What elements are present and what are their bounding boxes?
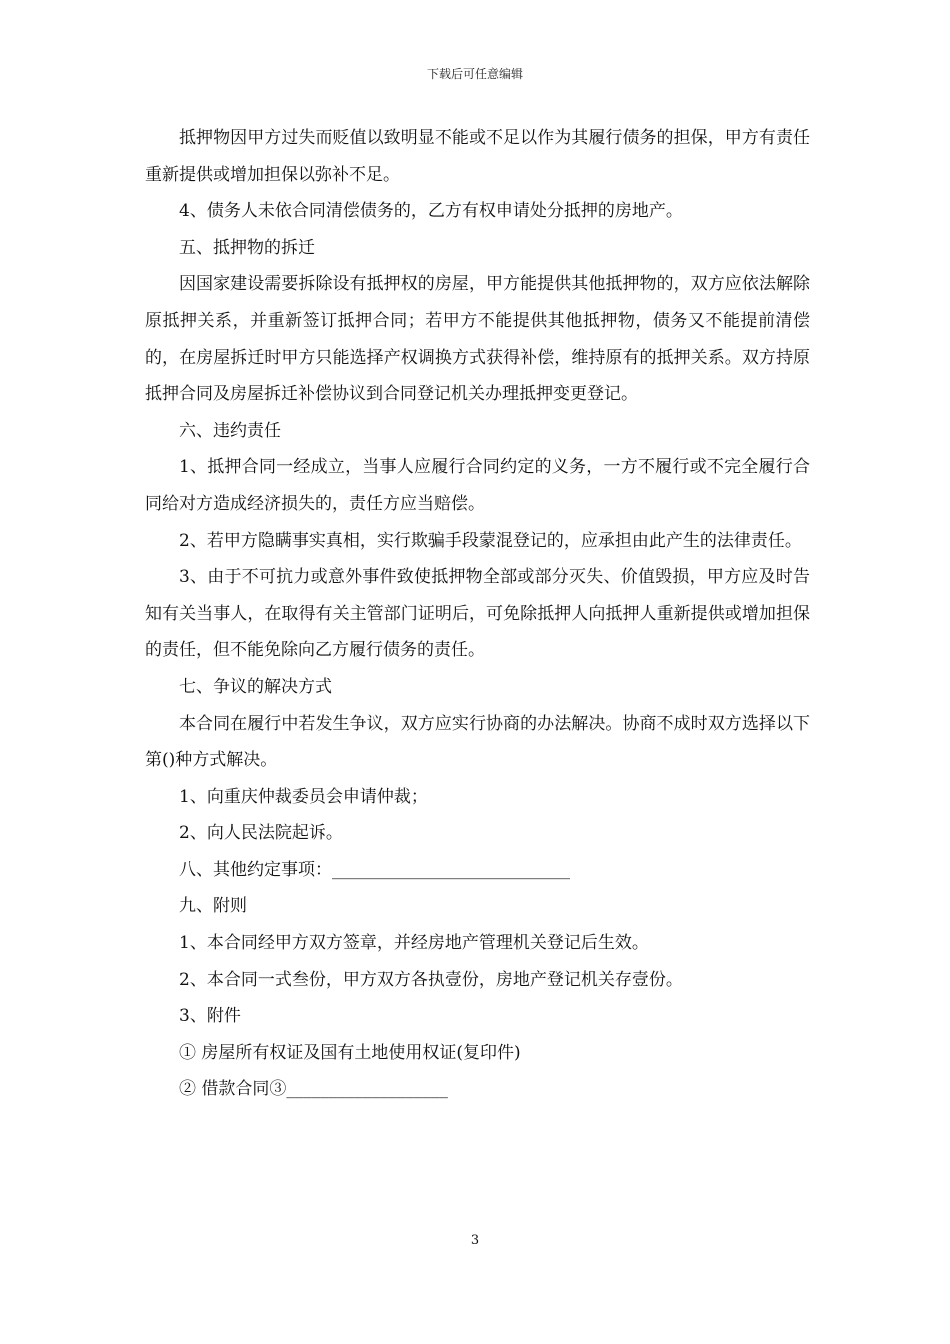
section-heading: 六、违约责任 (179, 420, 281, 441)
paragraph: 因国家建设需要拆除设有抵押权的房屋，甲方能提供其他抵押物的，双方应依法解除原抵押关系，并重新签订抵押合同；若甲方不能提供其他抵押物，债务又不能提前清偿的，在房屋拆迁时甲方只能选择产权调换方式获得补偿，维持原有的抵押关系。双方持原抵押合同及房屋拆迁补偿协议到合同登记机关办理抵押变更登记。 (145, 274, 810, 405)
section-heading: 七、争议的解决方式 (179, 676, 332, 697)
paragraph: 4、债务人未依合同清偿债务的，乙方有权申请处分抵押的房地产。 (179, 201, 683, 222)
attachment-item: ① 房屋所有权证及国有土地使用权证(复印件) (179, 1042, 521, 1063)
page-number: 3 (470, 1233, 480, 1248)
section-heading: 五、抵押物的拆迁 (179, 237, 315, 258)
document-body (145, 120, 810, 1108)
paragraph: 1、抵押合同一经成立，当事人应履行合同约定的义务，一方不履行或不完全履行合同给对方造成经济损失的，责任方应当赔偿。 (145, 457, 810, 514)
attachment-item: ② 借款合同③___________________ (179, 1079, 448, 1100)
list-item: 3、附件 (179, 1006, 241, 1027)
paragraph: 本合同在履行中若发生争议，双方应实行协商的办法解决。协商不成时双方选择以下第()种方式解决。 (145, 713, 810, 771)
list-item: 1、向重庆仲裁委员会申请仲裁； (179, 786, 428, 807)
list-item: 1、本合同经甲方双方签章，并经房地产管理机关登记后生效。 (179, 933, 649, 954)
section-heading: 九、附则 (179, 896, 247, 917)
list-item: 2、本合同一式叁份，甲方双方各执壹份，房地产登记机关存壹份。 (179, 969, 683, 990)
paragraph: 抵押物因甲方过失而贬值以致明显不能或不足以作为其履行债务的担保，甲方有责任重新提供或增加担保以弥补不足。 (145, 128, 810, 185)
paragraph: 3、由于不可抗力或意外事件致使抵押物全部或部分灭失、价值毁损，甲方应及时告知有关当事人，在取得有关主管部门证明后，可免除抵押人向抵押人重新提供或增加担保的责任，但不能免除向乙方履行债务的责任。 (145, 567, 810, 661)
section-heading: 八、其他约定事项：____________________________ (179, 859, 570, 880)
paragraph: 2、若甲方隐瞒事实真相，实行欺骗手段蒙混登记的，应承担由此产生的法律责任。 (179, 530, 802, 551)
page-header: 下载后可任意编辑 (426, 67, 523, 81)
list-item: 2、向人民法院起诉。 (179, 823, 343, 844)
